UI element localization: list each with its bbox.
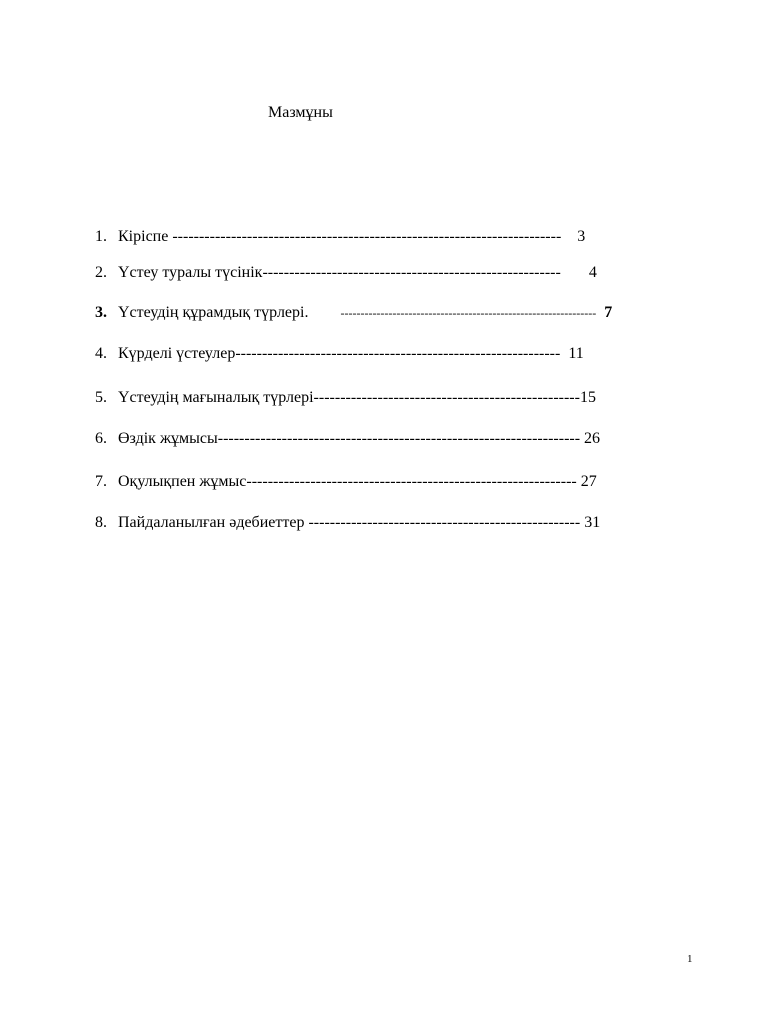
toc-entry-number: 4. (95, 345, 107, 362)
toc-entry-leader: ---------------------------------------------------------------- (340, 306, 597, 320)
toc-entry-number: 7. (95, 473, 107, 490)
toc-entry-leader: --------------------------------------------------- (304, 514, 585, 531)
toc-entry-label: Үстеу туралы түсінік (118, 264, 263, 281)
toc-entry-2 (87, 243, 597, 283)
toc-entry-label: Пайдаланылған әдебиеттер (118, 514, 305, 531)
toc-entry-6 (87, 409, 600, 449)
toc-entry-page: 27 (580, 473, 597, 490)
toc-entry-7 (87, 452, 597, 492)
toc-entry-leader: ------------------------------------------------------------- (235, 345, 569, 362)
page-title: Мазмұны (268, 104, 333, 121)
toc-entry-page: 11 (568, 345, 584, 362)
page-number: 1 (687, 953, 693, 965)
toc-entry-8 (87, 493, 600, 533)
toc-entry-page: 4 (588, 264, 597, 281)
toc-entry-3 (87, 283, 612, 323)
toc-entry-label: Үстеудің мағыналық түрлері (118, 389, 314, 406)
toc-entry-number: 5. (95, 389, 107, 406)
toc-entry-leader: ------------------------------------------------------------------------- (168, 228, 578, 245)
toc-entry-5 (87, 368, 596, 408)
toc-entry-label: Үстеудің құрамдық түрлері. (118, 304, 309, 321)
toc-entry-leader: -------------------------------------------------------- (262, 264, 589, 281)
toc-entry-leader: -------------------------------------------------- (313, 389, 580, 406)
toc-entry-number: 3. (95, 304, 107, 321)
toc-entry-number: 2. (95, 264, 107, 281)
toc-entry-leader: -------------------------------------------------------------------- (217, 430, 585, 447)
toc-entry-label: Кіріспе (118, 228, 169, 245)
toc-entry-label: Өздік жұмысы (118, 430, 218, 447)
toc-entry-label: Оқулықпен жұмыс (118, 473, 247, 490)
toc-entry-page: 7 (604, 304, 613, 321)
toc-entry-number: 8. (95, 514, 107, 531)
toc-entry-1 (87, 207, 585, 247)
toc-entry-number: 6. (95, 430, 107, 447)
toc-entry-page: 15 (579, 389, 596, 406)
toc-entry-page: 31 (584, 514, 601, 531)
toc-entry-page: 3 (577, 228, 586, 245)
toc-entry-4 (87, 324, 584, 364)
toc-entry-page: 26 (584, 430, 601, 447)
toc-entry-label: Күрделі үстеулер (118, 345, 236, 362)
toc-entry-leader: -------------------------------------------------------------- (246, 473, 581, 490)
toc-entry-number: 1. (95, 228, 107, 245)
